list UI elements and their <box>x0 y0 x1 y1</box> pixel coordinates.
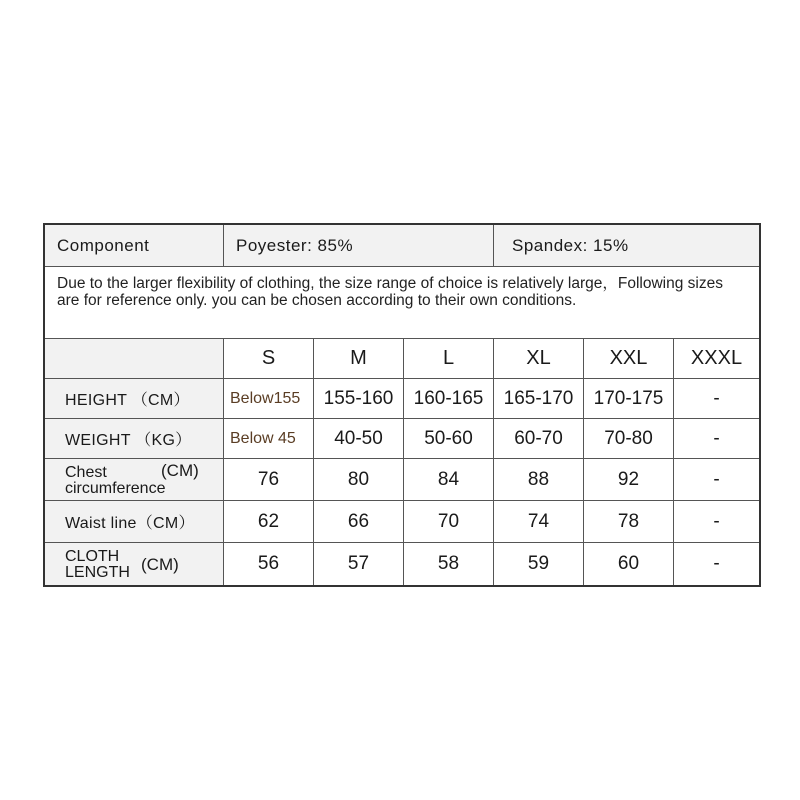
size-xxl: XXL <box>584 339 674 378</box>
row-label-height: HEIGHT （CM） <box>45 379 224 418</box>
size-m: M <box>314 339 404 378</box>
row-label-chest-c: circumference <box>65 480 166 497</box>
row-label-waist: Waist line（CM） <box>45 501 224 542</box>
row-label-chest <box>45 459 224 500</box>
table-cell: 59 <box>494 543 584 585</box>
table-cell: 92 <box>584 459 674 500</box>
table-cell: 58 <box>404 543 494 585</box>
row-label-cloth-a: CLOTH <box>65 548 120 565</box>
table-cell: 60-70 <box>494 419 584 458</box>
table-cell: 56 <box>224 543 314 585</box>
material-spandex: Spandex: 15% <box>512 235 629 255</box>
row-label-weight: WEIGHT （KG） <box>45 419 224 458</box>
table-cell: 165-170 <box>494 379 584 418</box>
component-label: Component <box>45 225 224 266</box>
table-cell: 50-60 <box>404 419 494 458</box>
table-row-waist <box>45 501 759 543</box>
table-cell: 40-50 <box>314 419 404 458</box>
table-cell: 66 <box>314 501 404 542</box>
size-l: L <box>404 339 494 378</box>
table-cell: 170-175 <box>584 379 674 418</box>
row-label-chest-a: Chest <box>65 464 107 481</box>
size-header-row <box>45 339 759 379</box>
size-xxxl: XXXL <box>690 347 743 369</box>
table-cell: 57 <box>314 543 404 585</box>
table-row-chest <box>45 459 759 501</box>
table-cell: - <box>713 510 720 532</box>
row-label-cloth-c: LENGTH <box>65 564 130 581</box>
size-note: Due to the larger flexibility of clothing, the size range of choice is relatively large，Following sizes are for reference only. you can be chosen according to their own conditions. <box>57 275 723 309</box>
table-cell: 70 <box>404 501 494 542</box>
component-row <box>45 225 759 267</box>
table-cell: 60 <box>584 543 674 585</box>
table-cell: 70-80 <box>584 419 674 458</box>
table-cell: 155-160 <box>314 379 404 418</box>
table-cell: 78 <box>584 501 674 542</box>
table-cell: - <box>713 553 720 574</box>
table-row-weight <box>45 419 759 459</box>
table-cell: - <box>713 468 720 490</box>
row-label-cloth-b: (CM) <box>141 555 179 574</box>
table-cell: 160-165 <box>404 379 494 418</box>
table-row-cloth-length <box>45 543 759 585</box>
table-cell: 88 <box>494 459 584 500</box>
table-cell: - <box>713 427 720 449</box>
table-row-height <box>45 379 759 419</box>
table-cell: 84 <box>404 459 494 500</box>
table-cell: Below155 <box>224 379 314 418</box>
table-cell: 80 <box>314 459 404 500</box>
table-cell: 76 <box>224 459 314 500</box>
size-header-blank <box>45 339 224 378</box>
table-cell: 74 <box>494 501 584 542</box>
size-chart <box>43 223 761 587</box>
table-cell: - <box>713 387 720 409</box>
size-s: S <box>224 339 314 378</box>
material-polyester: Poyester: 85% <box>224 225 494 266</box>
row-label-cloth-length <box>45 543 224 585</box>
size-xl: XL <box>494 339 584 378</box>
note-row <box>45 267 759 339</box>
row-label-chest-b: (CM) <box>161 461 199 480</box>
table-cell: 62 <box>224 501 314 542</box>
table-cell: Below 45 <box>224 419 314 458</box>
